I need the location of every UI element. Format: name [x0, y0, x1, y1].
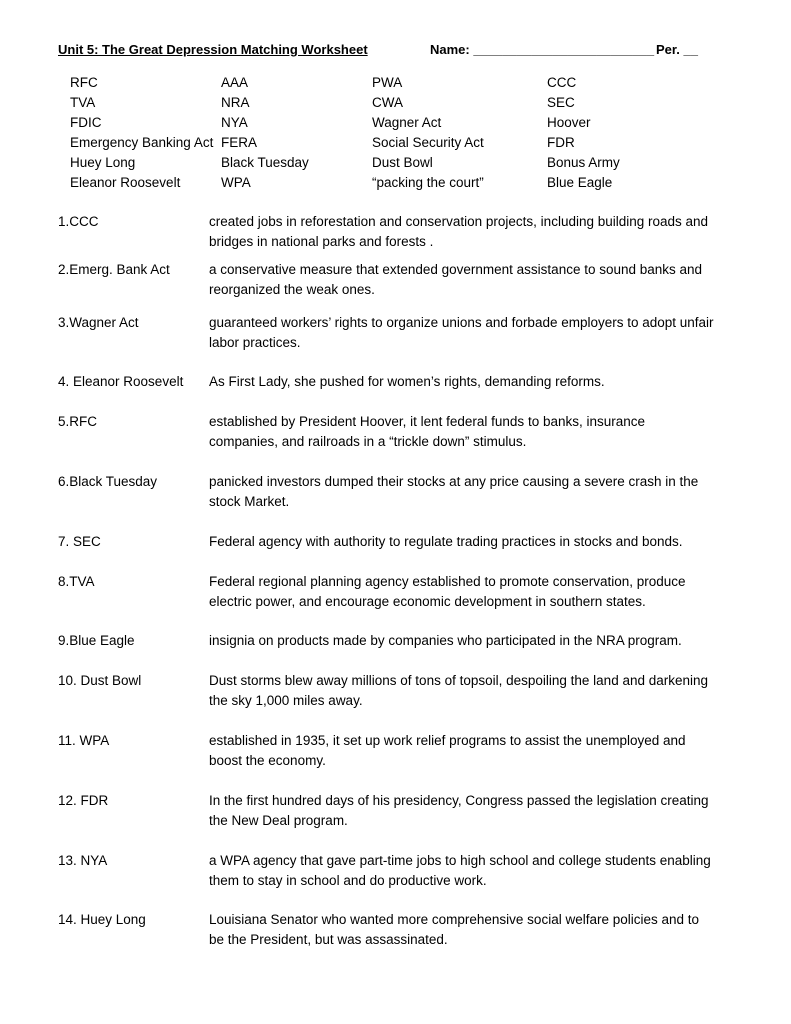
word-bank-term: Social Security Act — [372, 135, 484, 150]
item-answer: 12. FDR — [58, 793, 109, 808]
item-answer: 6.Black Tuesday — [58, 474, 158, 489]
word-bank-term: Emergency Banking Act — [70, 135, 214, 150]
item-answer: 13. NYA — [58, 853, 108, 868]
item-answer: 4. Eleanor Roosevelt — [58, 374, 184, 389]
word-bank-term: “packing the court” — [372, 175, 484, 190]
item-answer: 7. SEC — [58, 534, 101, 549]
item-definition: Federal regional planning agency established to promote conservation, produce electric power, and encourage economic development in southern states. — [209, 574, 686, 609]
word-bank-term: AAA — [221, 75, 249, 90]
item-answer: 1.CCC — [58, 214, 99, 229]
word-bank-term: NRA — [221, 95, 250, 110]
word-bank-term: Black Tuesday — [221, 155, 309, 170]
worksheet-header — [58, 41, 738, 61]
item-answer: 2.Emerg. Bank Act — [58, 262, 170, 277]
worksheet-title: Unit 5: The Great Depression Matching Worksheet — [58, 42, 368, 57]
item-definition: a conservative measure that extended government assistance to sound banks and reorganized the weak ones. — [209, 262, 703, 297]
item-definition: Louisiana Senator who wanted more comprehensive social welfare policies and to be the President, but was assassinated. — [209, 912, 700, 947]
item-answer: 14. Huey Long — [58, 912, 146, 927]
item-definition: established by President Hoover, it lent federal funds to banks, insurance companies, and railroads in a “trickle down” stimulus. — [209, 414, 646, 449]
word-bank-term: NYA — [221, 115, 248, 130]
word-bank-term: SEC — [547, 95, 575, 110]
item-definition: panicked investors dumped their stocks at any price causing a severe crash in the stock Market. — [209, 474, 699, 509]
item-definition: Dust storms blew away millions of tons of topsoil, despoiling the land and darkening the sky 1,000 miles away. — [209, 673, 709, 708]
item-answer: 10. Dust Bowl — [58, 673, 142, 688]
item-definition: guaranteed workers’ rights to organize unions and forbade employers to adopt unfair labor practices. — [209, 315, 714, 350]
word-bank-term: RFC — [70, 75, 98, 90]
item-answer: 3.Wagner Act — [58, 315, 139, 330]
item-definition: insignia on products made by companies who participated in the NRA program. — [209, 633, 682, 648]
word-bank-column-3 — [372, 73, 484, 193]
item-definition: In the first hundred days of his presidency, Congress passed the legislation creating the New Deal program. — [209, 793, 709, 828]
item-definition: created jobs in reforestation and conservation projects, including building roads and bridges in national parks and forests . — [209, 214, 709, 249]
word-bank-term: Bonus Army — [547, 155, 620, 170]
item-definition: Federal agency with authority to regulate trading practices in stocks and bonds. — [209, 534, 683, 549]
word-bank-term: FDIC — [70, 115, 102, 130]
word-bank-term: FDR — [547, 135, 575, 150]
item-answer: 9.Blue Eagle — [58, 633, 135, 648]
word-bank-term: Dust Bowl — [372, 155, 433, 170]
word-bank-column-1 — [70, 73, 213, 193]
item-definition: established in 1935, it set up work relief programs to assist the unemployed and boost the economy. — [209, 733, 686, 768]
word-bank-term: Huey Long — [70, 155, 136, 170]
word-bank-term: PWA — [372, 75, 403, 90]
word-bank-term: FERA — [221, 135, 258, 150]
word-bank-term: CCC — [547, 75, 577, 90]
item-definition: a WPA agency that gave part-time jobs to high school and college students enabling them to stay in school and do productive work. — [209, 853, 711, 888]
word-bank-term: Eleanor Roosevelt — [70, 175, 181, 190]
word-bank-column-4 — [547, 73, 620, 193]
item-definition: As First Lady, she pushed for women’s rights, demanding reforms. — [209, 374, 605, 389]
word-bank-term: Blue Eagle — [547, 175, 613, 190]
name-field-label: Name: _________________________ — [430, 42, 655, 57]
item-answer: 5.RFC — [58, 414, 98, 429]
word-bank — [70, 73, 690, 193]
period-field-label: Per. __ — [656, 42, 698, 57]
word-bank-term: TVA — [70, 95, 96, 110]
item-answer: 8.TVA — [58, 574, 95, 589]
word-bank-term: CWA — [372, 95, 403, 110]
word-bank-column-2 — [221, 73, 309, 193]
item-answer: 11. WPA — [58, 733, 110, 748]
word-bank-term: WPA — [221, 175, 251, 190]
word-bank-term: Hoover — [547, 115, 591, 130]
word-bank-term: Wagner Act — [372, 115, 442, 130]
